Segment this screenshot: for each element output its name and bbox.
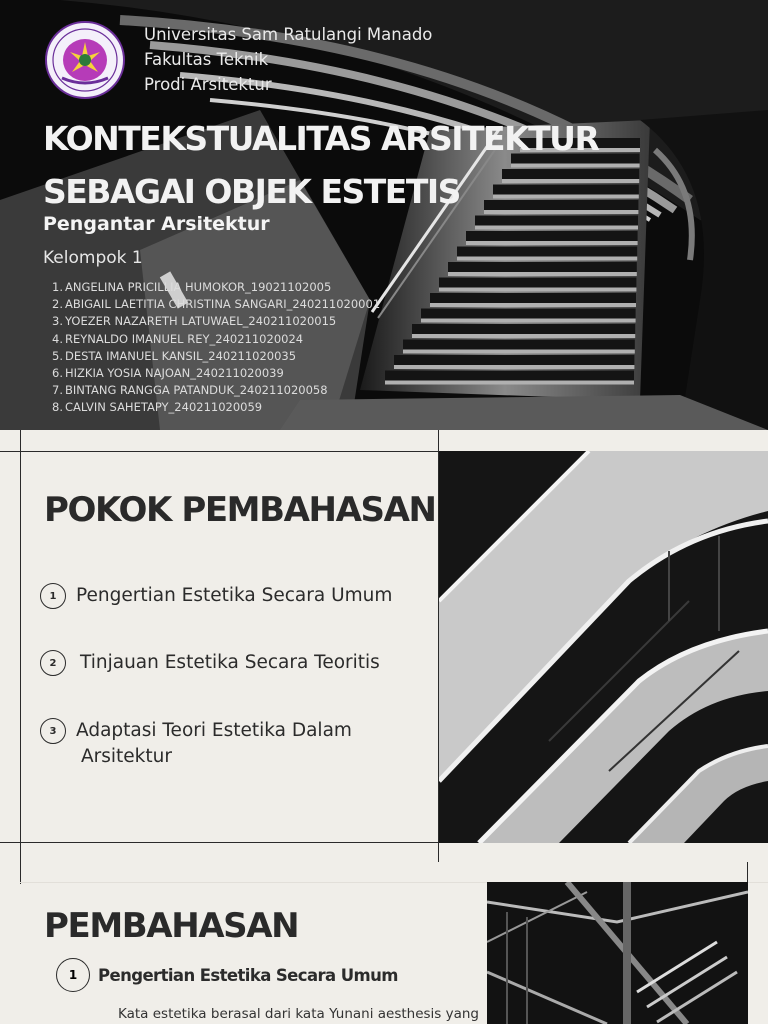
member-item (52, 382, 380, 399)
topic-label (76, 718, 352, 770)
member-item (52, 331, 380, 348)
member-number: 8. (52, 400, 63, 415)
subtopic-header (56, 958, 398, 992)
cover-slide (0, 0, 768, 430)
member-item (52, 399, 380, 416)
topic-number: 1 (40, 583, 66, 609)
section-heading: PEMBAHASAN (44, 906, 299, 946)
frame-line-left (20, 430, 21, 884)
structure-photo (487, 882, 748, 1024)
member-item (52, 279, 380, 296)
member-item (52, 365, 380, 382)
topic-label (80, 650, 380, 676)
topic-label-line-2: Arsitektur (81, 746, 172, 767)
member-name: YOEZER NAZARETH LATUWAEL_240211020015 (65, 314, 337, 329)
topic-label (76, 583, 392, 609)
cover-title (43, 112, 598, 218)
member-number: 6. (52, 366, 63, 381)
member-name: HIZKIA YOSIA NAJOAN_240211020039 (65, 366, 284, 381)
faculty-name: Fakultas Teknik (144, 50, 269, 69)
cover-title-line-2: SEBAGAI OBJEK ESTETIS (43, 172, 460, 211)
program-name: Prodi Arsitektur (144, 75, 272, 94)
section-heading: POKOK PEMBAHASAN (44, 490, 436, 530)
university-logo (44, 20, 126, 100)
member-number: 2. (52, 297, 63, 312)
institution-block (144, 22, 432, 97)
topic-item (40, 583, 392, 609)
topic-label-line-1: Tinjauan Estetika Secara Teoritis (80, 652, 380, 673)
topic-label-line-1: Adaptasi Teori Estetika Dalam (76, 720, 352, 741)
subtopic-number: 1 (56, 958, 90, 992)
topic-item (40, 718, 352, 770)
member-list (52, 279, 380, 417)
member-number: 4. (52, 331, 63, 346)
university-name: Universitas Sam Ratulangi Manado (144, 25, 433, 44)
member-number: 5. (52, 348, 63, 363)
member-name: CALVIN SAHETAPY_240211020059 (65, 400, 263, 415)
member-name: BINTANG RANGGA PATANDUK_240211020058 (65, 383, 328, 398)
group-name: Kelompok 1 (43, 248, 143, 268)
frame-line-top (0, 451, 439, 452)
member-number: 3. (52, 314, 63, 329)
member-name: ABIGAIL LAETITIA CHRISTINA SANGARI_240211020001 (65, 297, 381, 312)
member-name: DESTA IMANUEL KANSIL_240211020035 (65, 348, 297, 363)
building-interior-photo (439, 451, 768, 843)
member-name: ANGELINA PRICILLIA HUMOKOR_19021102005 (65, 280, 332, 294)
body-paragraph: Kata estetika berasal dari kata Yunani aesthesis yang (118, 1006, 480, 1022)
member-item (52, 348, 380, 365)
topic-item (40, 650, 380, 676)
topic-number: 2 (40, 650, 66, 676)
subtopic-title: Pengertian Estetika Secara Umum (98, 965, 398, 985)
topic-number: 3 (40, 718, 66, 744)
cover-title-line-1: KONTEKSTUALITAS ARSITEKTUR (43, 119, 599, 158)
course-subtitle: Pengantar Arsitektur (43, 213, 270, 235)
member-number: 1. (52, 280, 63, 294)
member-item (52, 296, 380, 313)
topic-label-line-1: Pengertian Estetika Secara Umum (76, 585, 393, 606)
member-item (52, 313, 380, 330)
frame-line-right (747, 862, 748, 882)
member-name: REYNALDO IMANUEL REY_240211020024 (65, 331, 304, 346)
member-number: 7. (52, 383, 63, 398)
